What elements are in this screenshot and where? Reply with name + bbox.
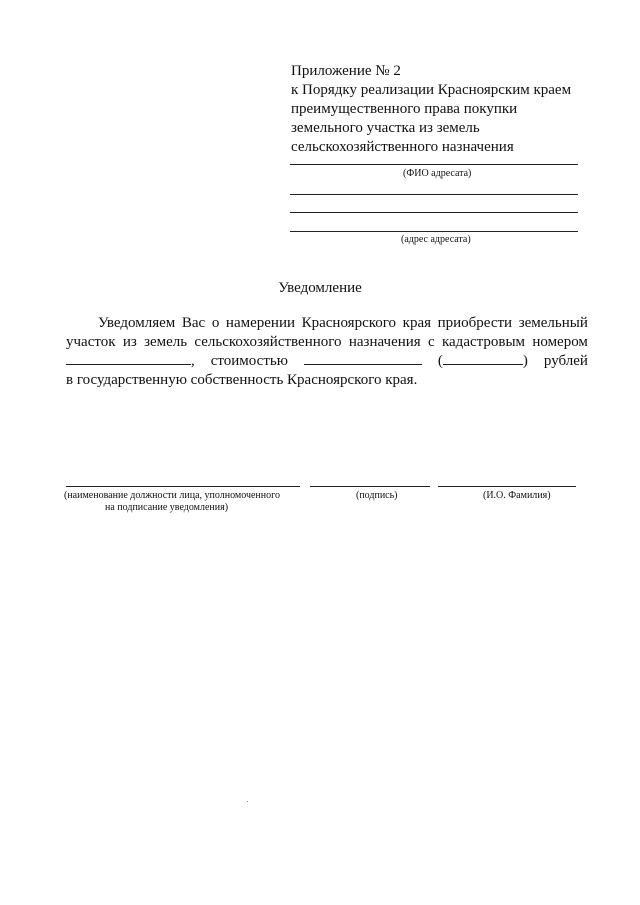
fio-caption: (ФИО адресата) [403, 168, 472, 179]
appendix-header [291, 62, 571, 157]
body-word: из [122, 334, 137, 350]
appendix-line: преимущественного права покупки [291, 101, 518, 117]
body-word: Вас [181, 315, 206, 331]
cadastral-number-blank [66, 352, 191, 365]
cadastral-number-group [66, 352, 195, 371]
address-field-line-1 [290, 194, 578, 195]
address-field-line-2 [290, 212, 578, 213]
body-word: о [211, 315, 220, 331]
document-title: Уведомление [278, 280, 362, 296]
scan-speck [247, 801, 248, 802]
body-word: земель [144, 334, 188, 350]
body-word: Уведомляем [98, 315, 176, 331]
appendix-line: к Порядку реализации Красноярским краем [291, 82, 572, 98]
address-caption: (адрес адресата) [401, 234, 471, 245]
notice-body [66, 314, 588, 390]
appendix-number: Приложение № 2 [291, 63, 401, 79]
body-word: участок [66, 334, 116, 350]
name-field-line [438, 486, 576, 487]
name-caption: (И.О. Фамилия) [483, 490, 551, 501]
signature-caption: (подпись) [356, 490, 398, 501]
body-word: с [428, 334, 435, 350]
body-word: сельскохозяйственного [194, 334, 342, 350]
body-line-2 [66, 333, 588, 352]
body-line-3 [66, 352, 588, 371]
body-word: края [402, 315, 432, 331]
appendix-line: земельного участка из земель [291, 120, 480, 136]
body-word: кадастровым [441, 334, 526, 350]
body-word: земельный [518, 315, 588, 331]
position-caption-continued: на подписание уведомления) [105, 502, 229, 513]
fio-field-line [290, 164, 578, 165]
signature-field-line [310, 486, 430, 487]
position-caption: (наименование должности лица, уполномоченного [64, 490, 280, 501]
body-line-4: в государственную собственность Красноярского края. [66, 372, 418, 388]
cost-label: стоимостью [210, 353, 288, 369]
paren-close: ) [522, 353, 528, 369]
body-word: назначения [348, 334, 421, 350]
paren-open: ( [437, 353, 443, 369]
body-word: приобрести [437, 315, 513, 331]
appendix-line: сельскохозяйственного назначения [291, 139, 514, 155]
body-word: Красноярского [301, 315, 397, 331]
body-line-1 [66, 314, 588, 333]
body-comma: , [191, 353, 195, 369]
cost-words-blank [443, 352, 523, 365]
address-field-line-3 [290, 231, 578, 232]
currency-label: рублей [543, 353, 588, 369]
position-field-line [66, 486, 300, 487]
cost-words-group [438, 352, 528, 371]
body-word: намерении [225, 315, 295, 331]
cost-digits-blank [304, 352, 422, 365]
body-word: номером [532, 334, 588, 350]
